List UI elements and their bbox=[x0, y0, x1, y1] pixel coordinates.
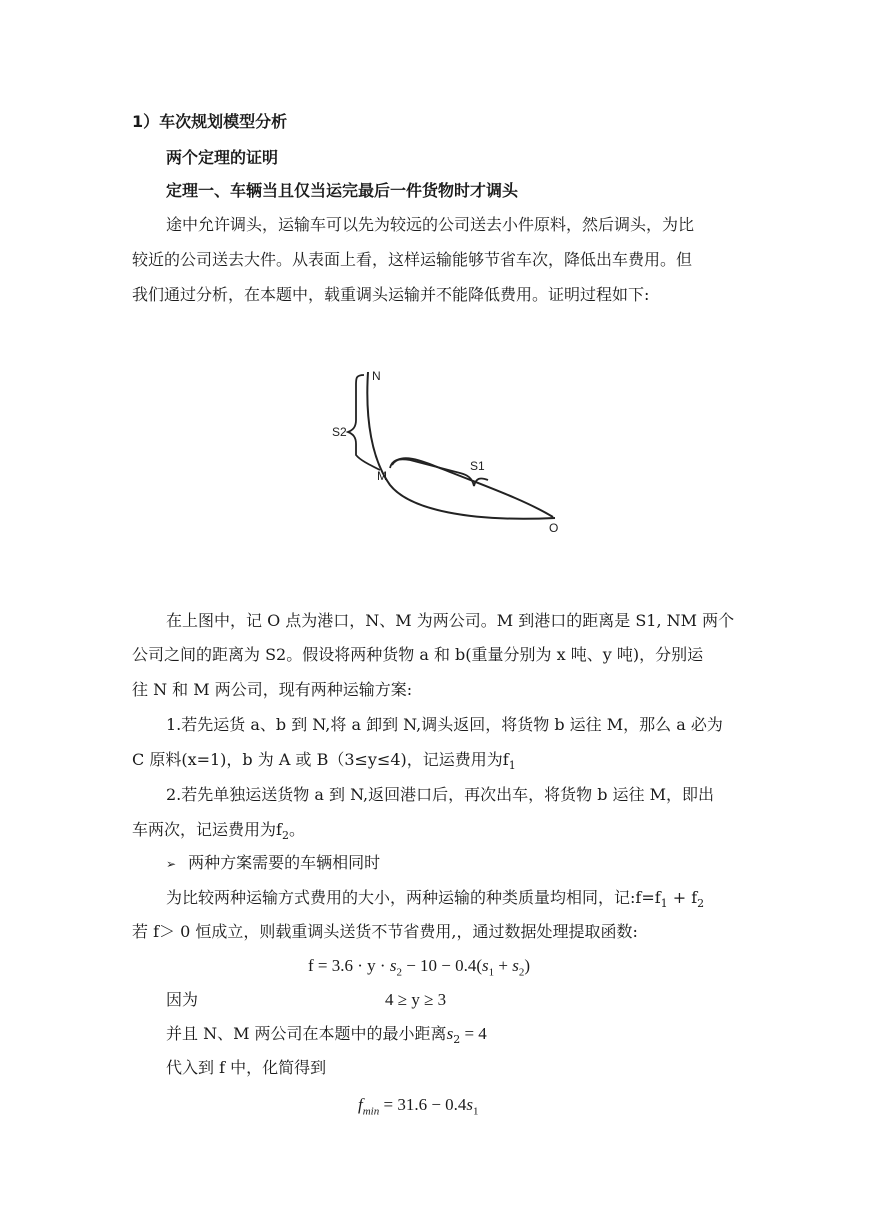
eq-part: ) bbox=[524, 956, 531, 975]
equation-fmin bbox=[358, 1095, 479, 1118]
eq-part: f = 3.6 · y · bbox=[308, 956, 390, 975]
arrow-bullet-icon: ➢ bbox=[166, 857, 177, 871]
plan-2-line bbox=[132, 820, 305, 843]
eq-var: f bbox=[358, 1095, 363, 1114]
route-curve-n-to-o bbox=[367, 372, 555, 519]
subscript: 1 bbox=[473, 1105, 479, 1118]
paragraph-line bbox=[166, 888, 705, 911]
theorem-title: 定理一、车辆当且仅当运完最后一件货物时才调头 bbox=[166, 181, 519, 200]
label-m: M bbox=[377, 469, 387, 483]
eq-part: = 4 bbox=[460, 1024, 487, 1043]
subscript: 2 bbox=[697, 897, 705, 911]
subsection-heading: 两个定理的证明 bbox=[166, 148, 279, 167]
paragraph-line: 在上图中，记 O 点为港口，N、M 为两公司。M 到港口的距离是 S1, NM 两个 bbox=[166, 611, 735, 630]
eq-var: s bbox=[446, 1024, 454, 1043]
paragraph-line: 往 N 和 M 两公司，现有两种运输方案: bbox=[132, 680, 413, 699]
plan-2-text: 车两次，记运费用为f bbox=[132, 820, 282, 839]
subscript: 1 bbox=[488, 966, 495, 979]
eq-var: s bbox=[482, 956, 489, 975]
eq-var: s bbox=[466, 1095, 474, 1114]
because-label: 因为 bbox=[166, 990, 199, 1009]
subscript: 2 bbox=[281, 829, 289, 843]
eq-var: s bbox=[389, 956, 397, 975]
subscript: min bbox=[362, 1105, 380, 1118]
eq-var: s bbox=[512, 956, 519, 975]
paragraph-line: 我们通过分析，在本题中，载重调头运输并不能降低费用。证明过程如下: bbox=[132, 285, 650, 304]
para3-text: 为比较两种运输方式费用的大小，两种运输的种类质量均相同，记:f=f bbox=[166, 888, 661, 907]
equation-f bbox=[308, 956, 531, 979]
label-s2: S2 bbox=[332, 425, 347, 439]
paragraph-line: 途中允许调头，运输车可以先为较远的公司送去小件原料，然后调头，为比 bbox=[166, 215, 695, 234]
eq-part: − 10 − 0.4( bbox=[401, 956, 483, 975]
subscript: 2 bbox=[396, 966, 402, 979]
plan-1-line: 1.若先运货 a、b 到 N,将 a 卸到 N,调头返回，将货物 b 运往 M，那么 a 必为 bbox=[166, 715, 723, 734]
because-expression: 4 ≥ y ≥ 3 bbox=[385, 990, 447, 1009]
label-n: N bbox=[372, 369, 381, 383]
plan-1-line bbox=[132, 750, 516, 773]
plan-2-tail: 。 bbox=[288, 820, 305, 839]
paragraph-line: 公司之间的距离为 S2。假设将两种货物 a 和 b(重量分别为 x 吨、y 吨)，分别运 bbox=[132, 645, 704, 664]
subscript: 2 bbox=[518, 966, 525, 979]
bullet-text: 两种方案需要的车辆相同时 bbox=[188, 853, 381, 872]
subscript: 1 bbox=[508, 759, 516, 773]
min-distance-line bbox=[166, 1024, 487, 1047]
subscript: 2 bbox=[453, 1033, 461, 1047]
section-heading: 1）车次规划模型分析 bbox=[132, 112, 288, 131]
eq-part: + bbox=[494, 956, 513, 975]
paragraph-line: 若 f＞ 0 恒成立，则载重调头送货不节省费用,，通过数据处理提取函数: bbox=[132, 922, 638, 941]
label-o: O bbox=[549, 521, 559, 535]
para3-mid: + f bbox=[667, 888, 698, 907]
label-s1: S1 bbox=[470, 459, 485, 473]
eq-part: = 31.6 − 0.4 bbox=[379, 1095, 467, 1114]
plan-2-line: 2.若先单独运送货物 a 到 N,返回港口后，再次出车，将货物 b 运往 M，即出 bbox=[166, 785, 715, 804]
paragraph-line: 较近的公司送去大件。从表面上看，这样运输能够节省车次，降低出车费用。但 bbox=[132, 250, 693, 269]
subscript: 1 bbox=[660, 897, 668, 911]
min-distance-text: 并且 N、M 两公司在本题中的最小距离 bbox=[166, 1024, 447, 1043]
route-diagram bbox=[320, 360, 570, 540]
plan-1-text: C 原料(x=1)，b 为 A 或 B（3≤y≤4)，记运费用为f bbox=[132, 750, 509, 769]
substitute-line: 代入到 f 中，化简得到 bbox=[166, 1058, 327, 1077]
bullet-item bbox=[166, 853, 380, 874]
